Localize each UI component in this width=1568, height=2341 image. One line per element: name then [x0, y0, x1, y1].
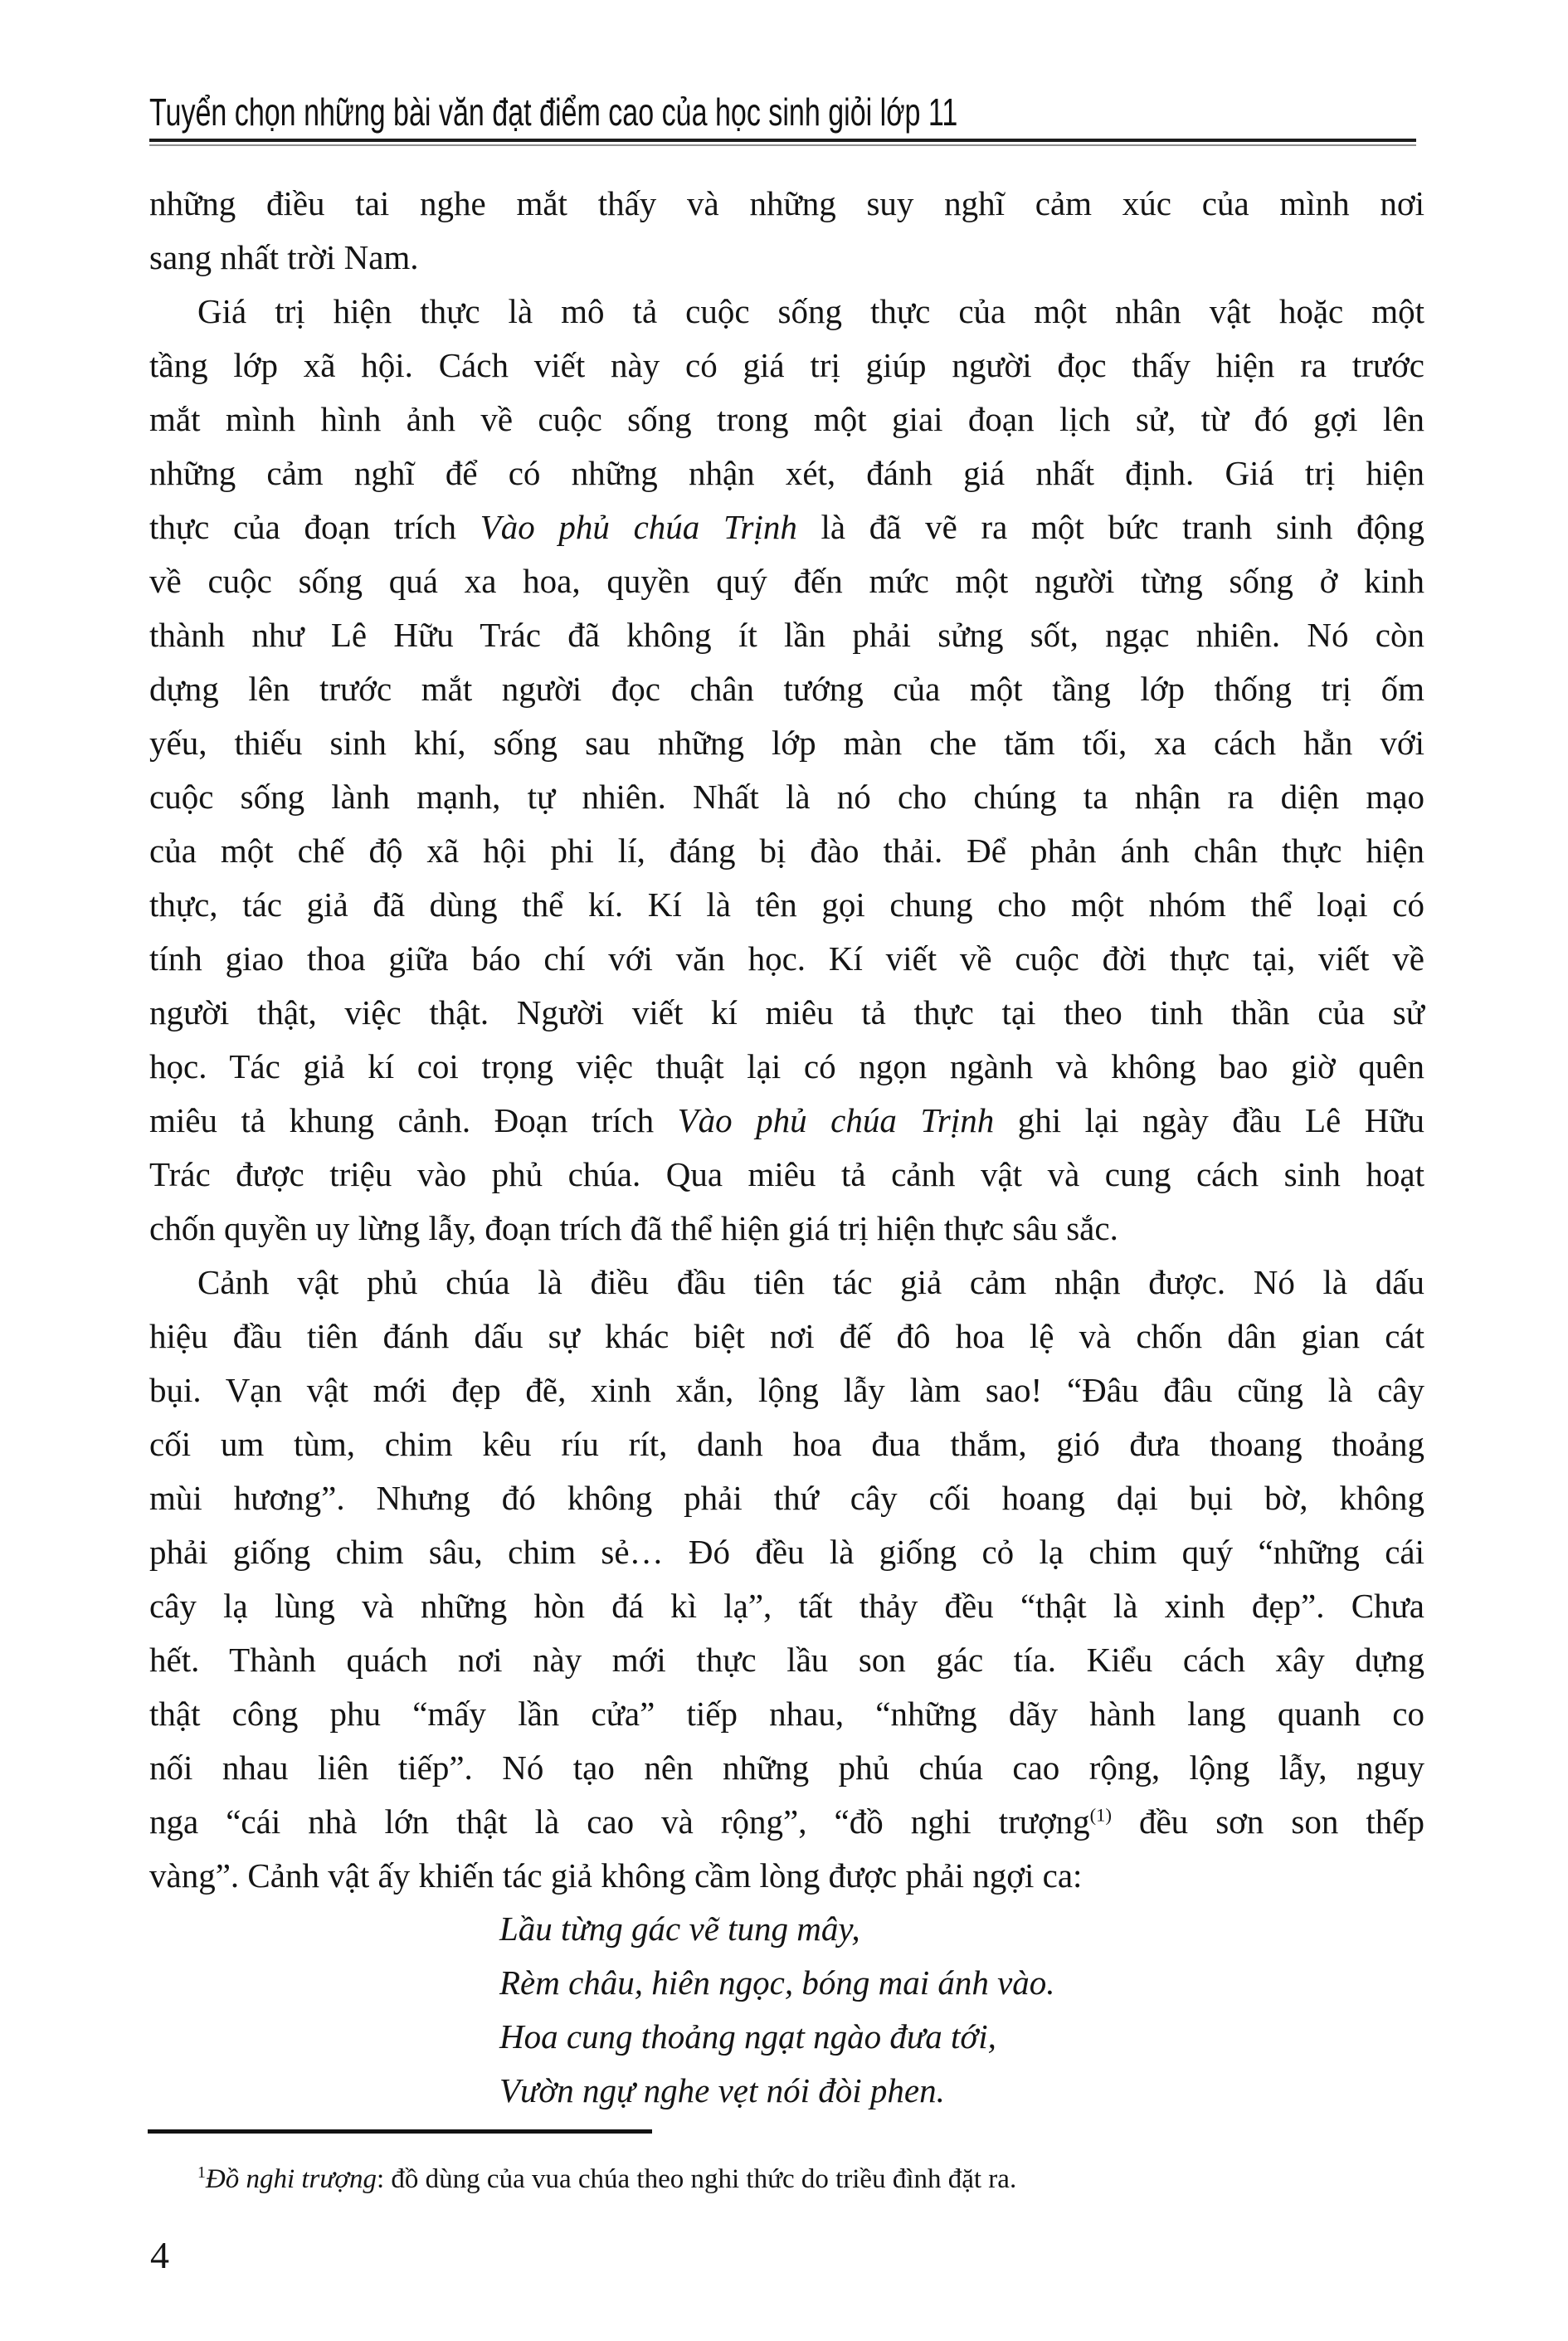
text: học. Tác giả kí coi trọng việc thuật lại có ngọn ngành và không bao giờ quên — [149, 1047, 1424, 1085]
text: miêu tả khung cảnh. Đoạn trích — [149, 1101, 678, 1139]
text: tính giao thoa giữa báo chí với văn học. Kí viết về cuộc đời thực tại, viết về — [149, 939, 1424, 978]
body-line — [149, 878, 1424, 932]
text: thật công phu “mấy lần cửa” tiếp nhau, “những dãy hành lang quanh co — [149, 1695, 1424, 1733]
text: vàng”. Cảnh vật ấy khiến tác giả không cầm lòng được phải ngợi ca: — [149, 1856, 1083, 1895]
body-line — [149, 986, 1424, 1040]
body-line — [149, 1849, 1424, 1903]
body-line — [149, 1040, 1424, 1094]
body-text — [149, 177, 1424, 1903]
text: hiệu đầu tiên đánh dấu sự khác biệt nơi đế đô hoa lệ và chốn dân gian cát — [149, 1317, 1424, 1355]
body-line — [149, 716, 1424, 770]
text: nga “cái nhà lớn thật là cao và rộng”, “đồ nghi trượng — [149, 1802, 1090, 1841]
superscript-ref: (1) — [1089, 1804, 1112, 1826]
footnote — [197, 2159, 1359, 2199]
body-line — [149, 1256, 1424, 1309]
body-line — [149, 1525, 1424, 1579]
text: những điều tai nghe mắt thấy và những suy nghĩ cảm xúc của mình nơi — [149, 184, 1424, 222]
text: : đồ dùng của vua chúa theo nghi thức do triều đình đặt ra. — [377, 2164, 1017, 2194]
poem-line: Lầu từng gác vẽ tung mây, — [499, 1909, 860, 1948]
body-line — [149, 608, 1424, 662]
text: thực, tác giả đã dùng thể kí. Kí là tên gọi chung cho một nhóm thể loại có — [149, 885, 1424, 924]
text: cây lạ lùng và những hòn đá kì lạ”, tất thảy đều “thật là xinh đẹp”. Chưa — [149, 1587, 1424, 1625]
text: sang nhất trời Nam. — [149, 238, 419, 276]
poem-line: Rèm châu, hiên ngọc, bóng mai ánh vào. — [499, 1963, 1055, 2002]
body-line — [149, 1148, 1424, 1202]
body-line — [149, 446, 1424, 500]
body-line — [149, 1471, 1424, 1525]
body-line — [149, 932, 1424, 986]
body-line — [149, 285, 1424, 339]
body-line — [149, 393, 1424, 446]
text: thành như Lê Hữu Trác đã không ít lần phải sửng sốt, ngạc nhiên. Nó còn — [149, 616, 1424, 654]
poem-block — [499, 1902, 1055, 2118]
text: mắt mình hình ảnh về cuộc sống trong một giai đoạn lịch sử, từ đó gợi lên — [149, 400, 1424, 438]
text: về cuộc sống quá xa hoa, quyền quý đến mức một người từng sống ở kinh — [149, 562, 1424, 600]
body-line — [149, 554, 1424, 608]
body-line — [149, 1741, 1424, 1795]
body-line — [149, 500, 1424, 554]
text: yếu, thiếu sinh khí, sống sau những lớp màn che tăm tối, xa cách hẳn với — [149, 724, 1424, 762]
text: Trác được triệu vào phủ chúa. Qua miêu tả cảnh vật và cung cách sinh hoạt — [149, 1155, 1424, 1193]
text: của một chế độ xã hội phi lí, đáng bị đào thải. Để phản ánh chân thực hiện — [149, 832, 1424, 870]
body-line — [149, 824, 1424, 878]
body-line — [149, 1309, 1424, 1363]
text: dựng lên trước mắt người đọc chân tướng của một tầng lớp thống trị ốm — [149, 670, 1424, 708]
text: nối nhau liên tiếp”. Nó tạo nên những phủ chúa cao rộng, lộng lẫy, nguy — [149, 1748, 1424, 1787]
body-line — [149, 1795, 1424, 1849]
body-line — [149, 339, 1424, 393]
poem-line: Vườn ngự nghe vẹt nói đòi phen. — [499, 2071, 945, 2109]
body-line — [149, 177, 1424, 231]
text: cuộc sống lành mạnh, tự nhiên. Nhất là nó cho chúng ta nhận ra diện mạo — [149, 778, 1424, 816]
body-line — [149, 1633, 1424, 1687]
text: những cảm nghĩ để có những nhận xét, đánh giá nhất định. Giá trị hiện — [149, 454, 1424, 492]
text: chốn quyền uy lừng lẫy, đoạn trích đã thể hiện giá trị hiện thực sâu sắc. — [149, 1209, 1118, 1247]
running-header-title: Tuyển chọn những bài văn đạt điểm cao của học sinh giỏi lớp 11 — [149, 90, 958, 134]
body-line — [149, 1202, 1424, 1256]
text: tầng lớp xã hội. Cách viết này có giá trị giúp người đọc thấy hiện ra trước — [149, 346, 1424, 384]
text: mùi hương”. Nhưng đó không phải thứ cây cối hoang dại bụi bờ, không — [149, 1479, 1424, 1517]
page-number: 4 — [150, 2234, 169, 2276]
body-line — [149, 231, 1424, 285]
poem-line: Hoa cung thoảng ngạt ngào đưa tới, — [499, 2017, 996, 2056]
italic-text: Đồ nghi trượng — [205, 2164, 377, 2194]
body-line — [149, 1687, 1424, 1741]
body-line — [149, 1094, 1424, 1148]
text: hết. Thành quách nơi này mới thực lầu son gác tía. Kiểu cách xây dựng — [149, 1641, 1424, 1679]
text: thực của đoạn trích — [149, 508, 480, 546]
superscript-ref: 1 — [197, 2163, 206, 2182]
footnote-separator — [148, 2129, 652, 2134]
body-line — [149, 1417, 1424, 1471]
text: đều sơn son thếp — [1111, 1802, 1424, 1841]
body-line — [149, 1363, 1424, 1417]
text: là đã vẽ ra một bức tranh sinh động — [796, 508, 1424, 546]
text: ghi lại ngày đầu Lê Hữu — [994, 1101, 1425, 1139]
body-line — [149, 770, 1424, 824]
header-rule — [149, 139, 1416, 146]
text: bụi. Vạn vật mới đẹp đẽ, xinh xắn, lộng lẫy làm sao! “Đâu đâu cũng là cây — [149, 1371, 1424, 1409]
text: Cảnh vật phủ chúa là điều đầu tiên tác giả cảm nhận được. Nó là dấu — [197, 1263, 1424, 1301]
text: cối um tùm, chim kêu ríu rít, danh hoa đua thắm, gió đưa thoang thoảng — [149, 1425, 1424, 1463]
italic-text: Vào phủ chúa Trịnh — [677, 1101, 995, 1139]
text: Giá trị hiện thực là mô tả cuộc sống thực của một nhân vật hoặc một — [197, 292, 1424, 330]
body-line — [149, 662, 1424, 716]
body-line — [149, 1579, 1424, 1633]
italic-text: Vào phủ chúa Trịnh — [480, 508, 797, 546]
text: người thật, việc thật. Người viết kí miêu tả thực tại theo tinh thần của sử — [149, 993, 1424, 1032]
text: phải giống chim sâu, chim sẻ… Đó đều là giống cỏ lạ chim quý “những cái — [149, 1533, 1424, 1571]
